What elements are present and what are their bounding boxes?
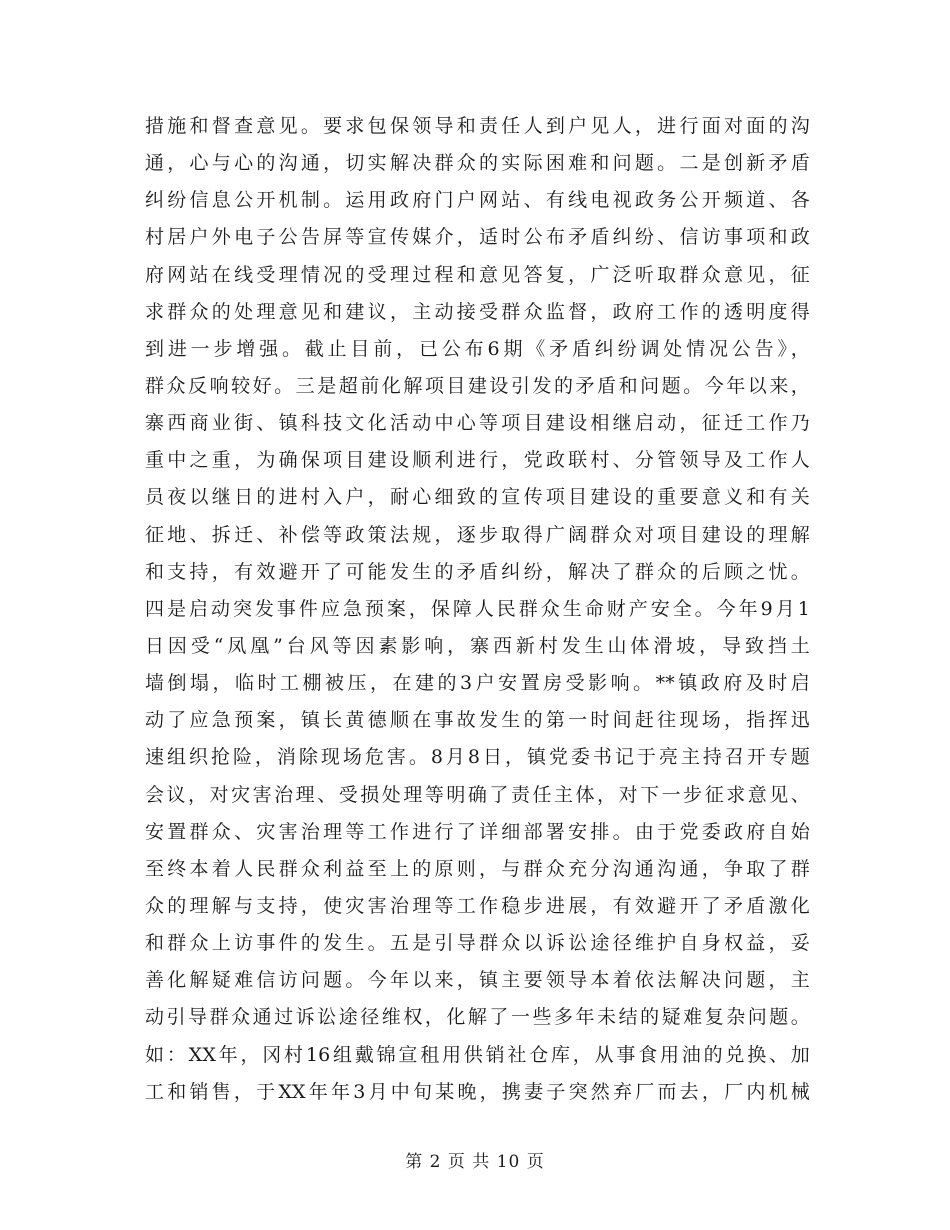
text-line: 日因受“凤凰”台风等因素影响，寨西新村发生山体滑坡，导致挡土 bbox=[145, 634, 810, 657]
text-line: 群众反响较好。三是超前化解项目建设引发的矛盾和问题。今年以来， bbox=[145, 374, 810, 397]
text-line: 速组织抢险，消除现场危害。8月8日，镇党委书记于亮主持召开专题 bbox=[145, 746, 810, 769]
text-line: 四是启动突发事件应急预案，保障人民群众生命财产安全。今年9月1 bbox=[145, 597, 810, 620]
text-line: 纠纷信息公开机制。运用政府门户网站、有线电视政务公开频道、各 bbox=[145, 189, 810, 212]
text-line: 工和销售，于XX年年3月中旬某晚，携妻子突然弃厂而去，厂内机械 bbox=[145, 1080, 810, 1103]
text-line: 动引导群众通过诉讼途径维权，化解了一些多年未结的疑难复杂问题。 bbox=[145, 1006, 810, 1029]
body-text bbox=[145, 108, 810, 1111]
text-line: 府网站在线受理情况的受理过程和意见答复，广泛听取群众意见，征 bbox=[145, 263, 810, 286]
text-line: 和支持，有效避开了可能发生的矛盾纠纷，解决了群众的后顾之忧。 bbox=[145, 560, 810, 583]
text-line: 征地、拆迁、补偿等政策法规，逐步取得广阔群众对项目建设的理解 bbox=[145, 523, 810, 546]
text-line: 员夜以继日的进村入户，耐心细致的宣传项目建设的重要意义和有关 bbox=[145, 486, 810, 509]
text-line: 墙倒塌，临时工棚被压，在建的3户安置房受影响。**镇政府及时启 bbox=[145, 672, 810, 695]
text-line: 和群众上访事件的发生。五是引导群众以诉讼途径维护自身权益，妥 bbox=[145, 932, 810, 955]
text-line: 安置群众、灾害治理等工作进行了详细部署安排。由于党委政府自始 bbox=[145, 820, 810, 843]
text-line: 如：XX年，冈村16组戴锦宣租用供销社仓库，从事食用油的兑换、加 bbox=[145, 1043, 810, 1066]
text-line: 寨西商业街、镇科技文化活动中心等项目建设相继启动，征迁工作乃 bbox=[145, 412, 810, 435]
text-line: 求群众的处理意见和建议，主动接受群众监督，政府工作的透明度得 bbox=[145, 300, 810, 323]
text-line: 众的理解与支持，使灾害治理等工作稳步进展，有效避开了矛盾激化 bbox=[145, 894, 810, 917]
text-line: 至终本着人民群众利益至上的原则，与群众充分沟通沟通，争取了群 bbox=[145, 857, 810, 880]
text-line: 村居户外电子公告屏等宣传媒介，适时公布矛盾纠纷、信访事项和政 bbox=[145, 226, 810, 249]
text-line: 措施和督查意见。要求包保领导和责任人到户见人，进行面对面的沟 bbox=[145, 115, 810, 137]
text-line: 到进一步增强。截止目前，已公布6期《矛盾纠纷调处情况公告》， bbox=[145, 337, 810, 360]
text-line: 通，心与心的沟通，切实解决群众的实际困难和问题。二是创新矛盾 bbox=[145, 152, 810, 175]
text-line: 动了应急预案，镇长黄德顺在事故发生的第一时间赶往现场，指挥迅 bbox=[145, 709, 810, 732]
text-line: 重中之重，为确保项目建设顺利进行，党政联村、分管领导及工作人 bbox=[145, 449, 810, 472]
text-line: 会议，对灾害治理、受损处理等明确了责任主体，对下一步征求意见、 bbox=[145, 783, 810, 806]
page-footer: 第 2 页 共 10 页 bbox=[405, 1152, 545, 1172]
text-line: 善化解疑难信访问题。今年以来，镇主要领导本着依法解决问题，主 bbox=[145, 969, 810, 992]
